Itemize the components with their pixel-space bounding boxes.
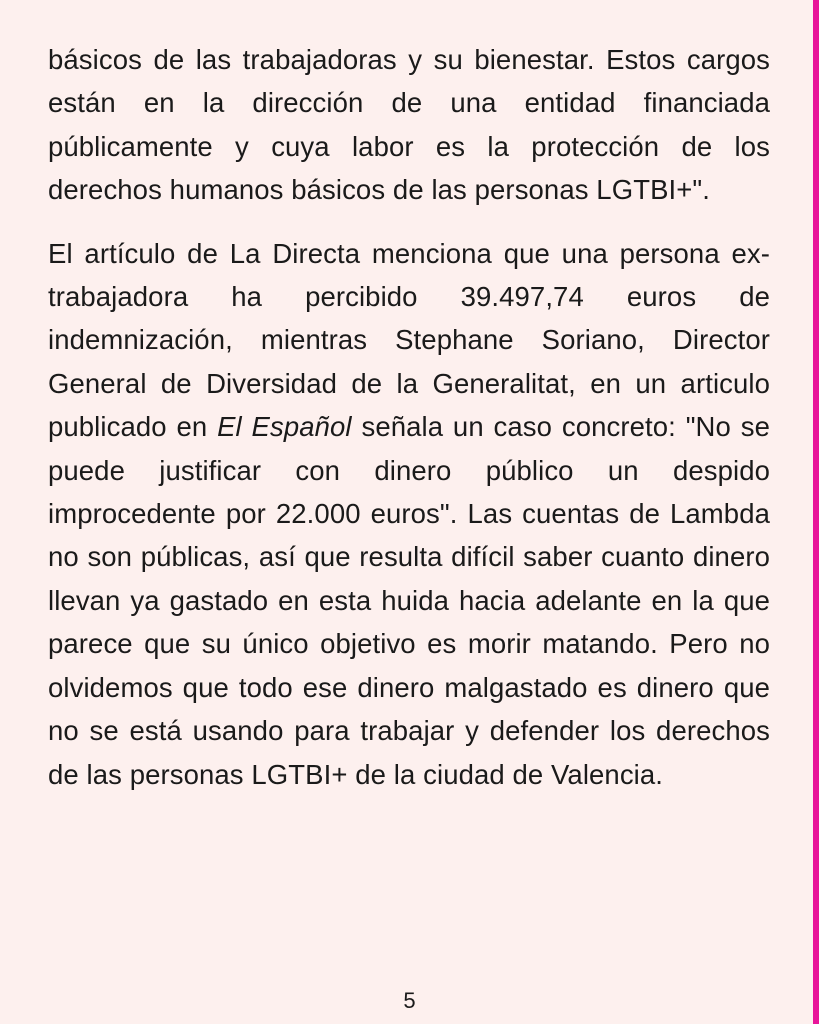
paragraph-text: básicos de las trabajadoras y su bienestar. Estos cargos están en la dirección de una entidad financiada públicamente y cuya labor es la protección de los derechos humanos básicos de las personas LGTBI+". bbox=[48, 44, 770, 206]
paragraph-text: señala un caso concreto: "No se puede justificar con dinero público un despido improcedente por 22.000 euros". Las cuentas de Lambda no son públicas, así que resulta difícil saber cuanto dinero llevan ya gastado en esta huida hacia adelante en la que parece que su único objetivo es morir matando. Pero no olvidemos que todo ese dinero malgastado es dinero que no se está usando para trabajar y defender los derechos de las personas LGTBI+ de la ciudad de Valencia. bbox=[48, 411, 770, 790]
document-body bbox=[48, 38, 770, 816]
paragraph-1 bbox=[48, 38, 770, 212]
page-number: 5 bbox=[403, 988, 416, 1013]
paragraph-text: El artículo de La Directa menciona que una persona ex-trabajadora ha percibido 39.497,74 euros de indemnización, mientras Stephane Soriano, Director General de Diversidad de la Generalitat, en un articulo publicado en bbox=[48, 237, 770, 443]
paragraph-2 bbox=[48, 232, 770, 796]
publication-title: El Español bbox=[217, 411, 352, 443]
accent-border bbox=[813, 0, 819, 1024]
